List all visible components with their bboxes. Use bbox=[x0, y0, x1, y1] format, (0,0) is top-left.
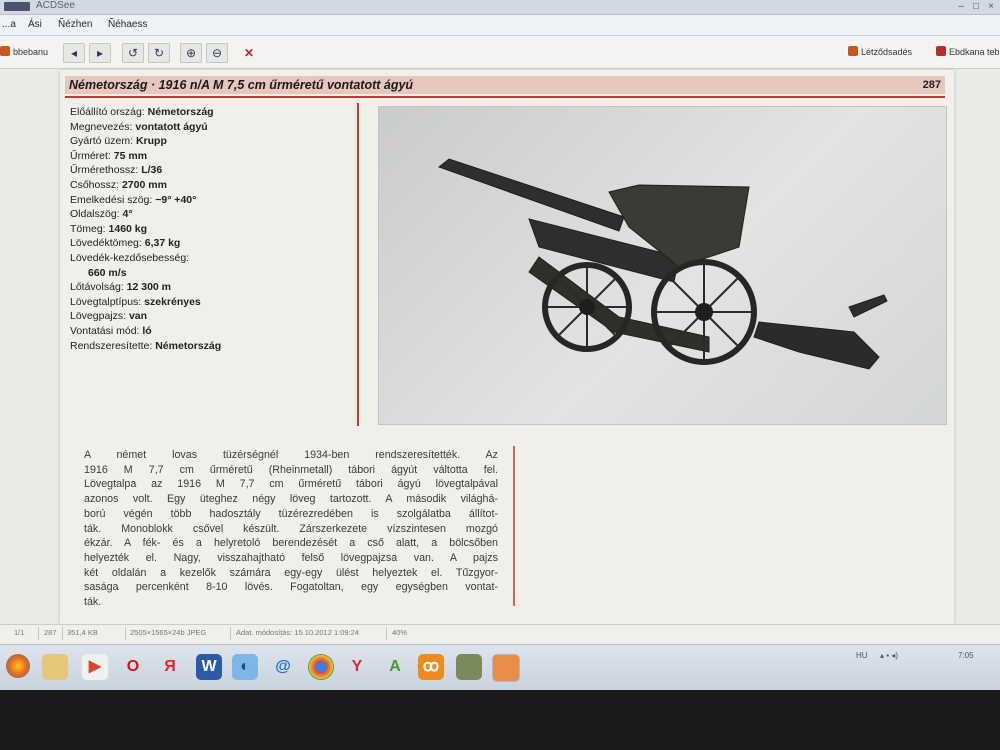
status-zoom: 40% bbox=[392, 628, 408, 637]
spec-row bbox=[70, 309, 350, 324]
spec-value: L/36 bbox=[141, 164, 163, 177]
spec-row bbox=[70, 236, 350, 251]
cannon-photo bbox=[378, 106, 947, 425]
spec-label: Űrmérethossz: bbox=[70, 164, 139, 177]
description-line: azonos volt. Egy üteghez négy löveg tartozott. A második világhá- bbox=[84, 493, 498, 506]
spec-label: Lőtávolság: bbox=[70, 281, 124, 294]
opera-icon[interactable]: O bbox=[126, 658, 140, 675]
menu-item-file[interactable]: ...a bbox=[2, 19, 16, 30]
status-dimensions: 2505×1565×24b JPEG bbox=[130, 628, 207, 637]
description-line: két oldalán a kezelők számára egy-egy ülést helyeztek el. Tűzgyor- bbox=[84, 566, 498, 579]
spec-value: ló bbox=[142, 324, 152, 337]
close-window-icon[interactable]: × bbox=[988, 1, 994, 12]
spec-label: Gyártó üzem: bbox=[70, 135, 134, 148]
language-indicator[interactable]: HU bbox=[856, 651, 868, 660]
spec-value: 12 300 m bbox=[126, 281, 172, 294]
winrar-icon[interactable] bbox=[456, 654, 482, 680]
previous-image-icon[interactable]: ◂ bbox=[63, 43, 85, 63]
app-a-icon[interactable]: A bbox=[389, 658, 401, 675]
cannon-illustration bbox=[379, 107, 946, 424]
spec-row bbox=[70, 280, 350, 295]
spec-row bbox=[70, 134, 350, 149]
spec-row bbox=[70, 222, 350, 237]
status-bar bbox=[0, 624, 1000, 643]
start-button-icon[interactable] bbox=[6, 654, 30, 678]
spec-value: 4° bbox=[122, 208, 133, 221]
properties-label: Létződsadés bbox=[861, 47, 913, 57]
word-icon[interactable]: W bbox=[196, 654, 222, 680]
spec-label: Lövedék-kezdősebesség: bbox=[70, 251, 190, 264]
page-number: 287 bbox=[922, 79, 941, 91]
header-rule bbox=[65, 96, 945, 98]
docs-icon[interactable]: ◐ bbox=[232, 654, 258, 680]
spec-label: Vontatási mód: bbox=[70, 324, 140, 337]
rotate-right-icon[interactable]: ↻ bbox=[148, 43, 170, 63]
spec-row bbox=[70, 178, 350, 193]
window-title: ACDSee bbox=[36, 0, 75, 11]
mail-icon[interactable]: @ bbox=[275, 658, 291, 675]
status-separator bbox=[38, 627, 39, 640]
next-image-icon[interactable]: ▸ bbox=[89, 43, 111, 63]
status-index: 1/1 bbox=[14, 628, 25, 637]
menu-item-edit[interactable]: Ási bbox=[28, 19, 42, 30]
delete-icon[interactable]: ✕ bbox=[238, 43, 260, 63]
spec-label: Lövegtalptípus: bbox=[70, 295, 142, 308]
menu-item-view[interactable]: Ñézhen bbox=[58, 19, 93, 30]
spec-row bbox=[70, 105, 350, 120]
spec-label: Oldalszög: bbox=[70, 208, 120, 221]
odnoklassniki-icon[interactable]: ꝏ bbox=[418, 654, 444, 680]
description-line: Lövegtalpa az 1916 M 7,7 cm űrméretű tábori ágyú lövegtalpával bbox=[84, 478, 498, 491]
spec-label: Lövegpajzs: bbox=[70, 310, 127, 323]
description-line: ták. Monoblokk csővel készült. Zárszerkezete vízszintesen mozgó bbox=[84, 522, 498, 535]
status-separator bbox=[386, 627, 387, 640]
taskbar bbox=[0, 644, 1000, 690]
spec-value: 1460 kg bbox=[108, 222, 148, 235]
column-divider bbox=[357, 103, 359, 426]
zoom-in-icon[interactable]: ⊕ bbox=[180, 43, 202, 63]
spec-row bbox=[70, 266, 350, 281]
browse-button[interactable] bbox=[0, 46, 48, 57]
edit-icon bbox=[936, 46, 946, 56]
properties-button[interactable] bbox=[848, 46, 912, 57]
description-line: ékzár. A fék- és a helyretoló berendezését a cső alatt, a bölcsőben bbox=[84, 537, 498, 550]
page-title: Németország · 1916 n/A M 7,5 cm űrméretű vontatott ágyú bbox=[69, 78, 414, 92]
spec-value: 660 m/s bbox=[88, 266, 127, 279]
spec-row bbox=[70, 339, 350, 354]
spec-list bbox=[70, 105, 350, 353]
spec-row bbox=[70, 149, 350, 164]
media-player-icon[interactable]: ▶ bbox=[82, 654, 108, 680]
spec-value: 2700 mm bbox=[121, 178, 167, 191]
spec-label: Lövedéktömeg: bbox=[70, 237, 142, 250]
spec-row bbox=[70, 295, 350, 310]
status-filesize: 351,4 KB bbox=[67, 628, 98, 637]
explorer-icon[interactable] bbox=[42, 654, 68, 680]
description-line: ború végén több hadosztály tüzérezredében is szolgálatba állítot- bbox=[84, 507, 498, 520]
spec-label: Rendszeresítette: bbox=[70, 339, 153, 352]
spec-label: Űrméret: bbox=[70, 149, 111, 162]
spec-value: 75 mm bbox=[113, 149, 148, 162]
status-separator bbox=[125, 627, 126, 640]
rotate-left-icon[interactable]: ↺ bbox=[122, 43, 144, 63]
spec-row bbox=[70, 251, 350, 266]
toolbar bbox=[0, 36, 1000, 69]
status-filename: 287 bbox=[44, 628, 57, 637]
description-line: ták. bbox=[84, 596, 102, 609]
status-modified: Adat. módosítás: 15.10.2012 1:09:24 bbox=[236, 628, 360, 637]
spec-value: Krupp bbox=[135, 135, 167, 148]
description-text bbox=[84, 448, 498, 610]
edit-button[interactable] bbox=[936, 46, 1000, 57]
description-line: A német lovas tüzérségnél 1934-ben rendszeresítették. Az bbox=[84, 449, 498, 461]
menu-bar bbox=[0, 15, 1000, 36]
spec-value: 6,37 kg bbox=[144, 237, 181, 250]
spec-row bbox=[70, 324, 350, 339]
description-line: helyezték el. Nagy, visszahajtható felső lövegpajzsa van. A pajzs bbox=[84, 551, 498, 564]
spec-row bbox=[70, 207, 350, 222]
spec-label: Csőhossz: bbox=[70, 178, 120, 191]
acdsee-taskbar-icon[interactable] bbox=[492, 654, 520, 682]
spec-row bbox=[70, 163, 350, 178]
spec-value: Németország bbox=[147, 106, 214, 118]
spec-row bbox=[70, 193, 350, 208]
spec-label: Megnevezés: bbox=[70, 120, 133, 133]
spec-row bbox=[70, 120, 350, 135]
clock[interactable]: 7:05 bbox=[958, 651, 974, 660]
maximize-icon[interactable]: □ bbox=[972, 1, 980, 12]
spec-value: Németország bbox=[155, 339, 222, 352]
status-separator bbox=[62, 627, 63, 640]
browse-icon bbox=[0, 46, 10, 56]
browser-y-icon[interactable]: Y bbox=[351, 658, 363, 675]
yandex-icon[interactable]: Я bbox=[164, 658, 176, 675]
spec-label: Tömeg: bbox=[70, 222, 106, 235]
minimize-icon[interactable]: – bbox=[958, 1, 964, 12]
page-header bbox=[65, 76, 945, 94]
spec-value: vontatott ágyú bbox=[135, 120, 208, 133]
spec-value: van bbox=[128, 310, 148, 323]
text-divider bbox=[513, 446, 515, 606]
app-icon bbox=[4, 2, 30, 11]
chrome-icon[interactable] bbox=[308, 654, 334, 680]
zoom-out-icon[interactable]: ⊖ bbox=[206, 43, 228, 63]
status-separator bbox=[230, 627, 231, 640]
browse-label: bbebanu bbox=[13, 47, 49, 57]
edit-label: Ebdkana teb bbox=[949, 47, 1000, 57]
spec-value: szekrényes bbox=[144, 295, 201, 308]
description-line: sasága percenként 8-10 lövés. Fogatoltan, egy egységben vontat- bbox=[84, 581, 498, 594]
properties-icon bbox=[848, 46, 858, 56]
spec-label: Emelkedési szög: bbox=[70, 193, 153, 206]
spec-value: −9° +40° bbox=[155, 193, 197, 206]
description-line: 1916 M 7,7 cm űrméretű (Rheinmetall) tábori ágyút váltotta fel. bbox=[84, 463, 498, 476]
menu-item-tools[interactable]: Ñéhaess bbox=[108, 19, 148, 30]
tray-icons[interactable]: ▴ ▪ ◂) bbox=[880, 651, 898, 660]
spec-label: Előállító ország: bbox=[70, 106, 145, 118]
title-bar bbox=[0, 0, 1000, 15]
